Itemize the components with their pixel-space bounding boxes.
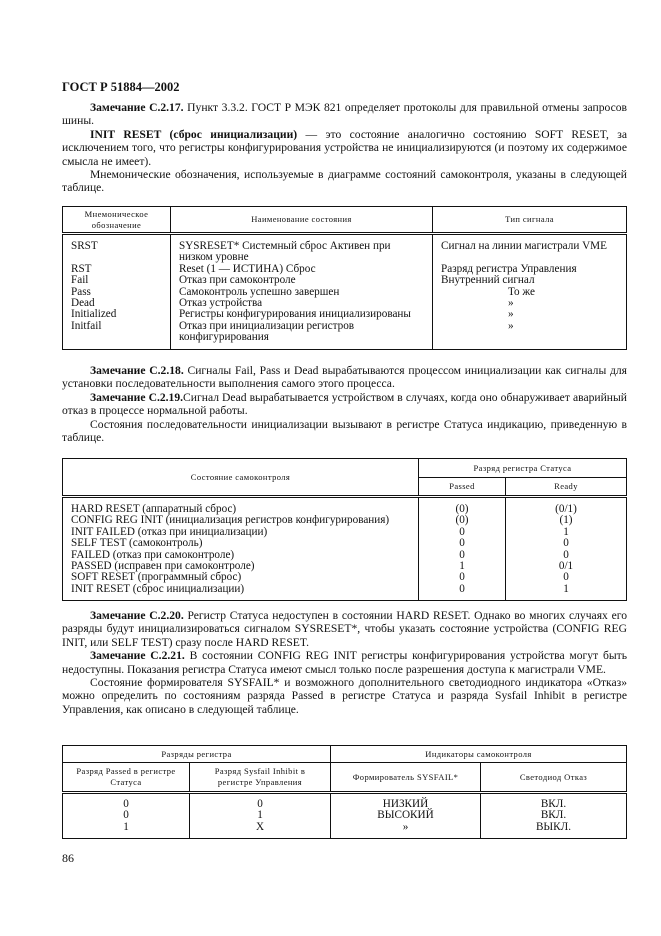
- document-header: ГОСТ Р 51884—2002: [62, 80, 180, 94]
- col-group-header: Разряд регистра Статуса: [419, 459, 627, 478]
- table-cell: (1): [506, 515, 627, 526]
- table-cell: CONFIG REG INIT (инициализация регистров конфигурирования): [63, 515, 419, 526]
- table-cell: 0: [419, 538, 506, 549]
- table-cell: FAILED (отказ при самоконтроле): [63, 550, 419, 561]
- table-cell: SELF TEST (самоконтроль): [63, 538, 419, 549]
- col-header: Разряд Sysfail Inhibit в регистре Управления: [190, 763, 331, 793]
- table-row: [63, 287, 627, 298]
- table-cell: Initialized: [63, 309, 171, 320]
- table-cell: INIT RESET (сброс инициализации): [63, 584, 419, 601]
- table-cell: Отказ при инициализации регистров конфигурирования: [171, 321, 433, 349]
- table-cell: 1: [506, 527, 627, 538]
- notes-text-2: [62, 609, 627, 716]
- table-cell: Самоконтроль успешно завершен: [171, 287, 433, 298]
- table-cell: 1: [190, 810, 331, 821]
- table-cell: 0: [506, 538, 627, 549]
- table-row: [63, 234, 627, 264]
- table-cell: Разряд регистра Управления: [433, 264, 627, 275]
- table-row: [63, 822, 627, 839]
- sysfail-table: [62, 745, 627, 839]
- table-cell: 0: [419, 572, 506, 583]
- table-cell: »: [433, 321, 627, 349]
- table-cell: SRST: [63, 234, 171, 264]
- table-cell: 1: [419, 561, 506, 572]
- col-header: Разряд Passed в регистре Статуса: [63, 763, 190, 793]
- status-intro: Состояния последовательности инициализации вызывают в регистре Статуса индикацию, приведенную в таблице.: [62, 417, 627, 445]
- init-reset-definition: INIT RESET (сброс инициализации) — это состояние аналогично состоянию SOFT RESET, за исключением того, что регистры конфигурирования устройства не инициализируются (и поэтому их содержимое смысла не имеет).: [62, 127, 628, 168]
- table-cell: SYSRESET* Системный сброс Активен при низком уровне: [171, 234, 433, 264]
- table-cell: »: [331, 822, 481, 839]
- table-cell: PASSED (исправен при самоконтроле): [63, 561, 419, 572]
- table-cell: 0: [63, 793, 190, 811]
- table-cell: 1: [506, 584, 627, 601]
- table-cell: То же: [433, 287, 627, 298]
- table-cell: »: [433, 298, 627, 309]
- table-cell: Отказ при самоконтроле: [171, 275, 433, 286]
- table-cell: HARD RESET (аппаратный сброс): [63, 497, 419, 516]
- table-cell: 0: [419, 584, 506, 601]
- table-row: [63, 497, 627, 516]
- notes-text: [62, 364, 627, 444]
- table-cell: Dead: [63, 298, 171, 309]
- table-row: [63, 584, 627, 601]
- table-cell: Отказ устройства: [171, 298, 433, 309]
- col-header: Светодиод Отказ: [481, 763, 627, 793]
- col-header: Наименование состояния: [171, 207, 433, 234]
- table-cell: 0: [190, 793, 331, 811]
- table-cell: INIT FAILED (отказ при инициализации): [63, 527, 419, 538]
- table-cell: (0): [419, 497, 506, 516]
- col-header: Формирователь SYSFAIL*: [331, 763, 481, 793]
- status-register-table: [62, 458, 627, 601]
- table-cell: Сигнал на линии магистрали VME: [433, 234, 627, 264]
- table-row: [63, 275, 627, 286]
- sysfail-intro: Состояние формирователя SYSFAIL* и возможного дополнительного светодиодного индикатора «Отказ» можно определить по состояниям разряда Passed в регистре Статуса и разряда Sysfail Inhibit в регистре Управления, как описано в следующей таблице.: [62, 676, 627, 716]
- table-cell: Внутренний сигнал: [433, 275, 627, 286]
- table-cell: »: [433, 309, 627, 320]
- table-cell: RST: [63, 264, 171, 275]
- note-c220: Замечание С.2.20. Регистр Статуса недоступен в состоянии HARD RESET. Однако во многих случаях его разряды будут инициализироваться сигналом SYSRESET*, чтобы указать состояние устройства (CONFIG REG INIT, или SELF TEST) сразу после HARD RESET.: [62, 609, 627, 649]
- note-c219: Замечание С.2.19.Сигнал Dead вырабатывается устройством в случаях, когда оно обнаруживает аварийный отказ в процессе нормальной работы.: [62, 390, 627, 418]
- table-row: [63, 793, 627, 811]
- intro-text: [62, 101, 627, 195]
- table-cell: SOFT RESET (программный сброс): [63, 572, 419, 583]
- table-cell: (0/1): [506, 497, 627, 516]
- table-cell: Pass: [63, 287, 171, 298]
- table-cell: 0: [419, 550, 506, 561]
- col-header: Ready: [506, 478, 627, 497]
- table-cell: 0: [506, 572, 627, 583]
- col-header: Тип сигнала: [433, 207, 627, 234]
- table-row: [63, 264, 627, 275]
- table-cell: X: [190, 822, 331, 839]
- table-cell: 1: [63, 822, 190, 839]
- note-c217: Замечание С.2.17. Пункт 3.3.2. ГОСТ Р МЭК 821 определяет протоколы для правильной отмены запросов шины.: [62, 101, 627, 128]
- table-cell: 0: [63, 810, 190, 821]
- col-group-header: Индикаторы самоконтроля: [331, 746, 627, 763]
- table-row: [63, 538, 627, 549]
- note-c221: Замечание С.2.21. В состоянии CONFIG REG INIT регистры конфигурирования устройства могут быть недоступны. Показания регистра Статуса имеют смысл только после разрешения доступа к магистрали VME.: [62, 649, 628, 676]
- col-header: Мнемоническое обозначение: [63, 207, 171, 234]
- mnemonics-intro: Мнемонические обозначения, используемые в диаграмме состояний самоконтроля, указаны в следующей таблице.: [62, 168, 627, 195]
- col-header: Состояние самоконтроля: [63, 459, 419, 497]
- col-group-header: Разряды регистра: [63, 746, 331, 763]
- table-cell: Регистры конфигурирования инициализированы: [171, 309, 433, 320]
- table-row: [63, 321, 627, 349]
- page-number: 86: [62, 851, 74, 865]
- table-cell: Initfail: [63, 321, 171, 349]
- table-cell: ВКЛ.: [481, 810, 627, 821]
- table-cell: НИЗКИЙ: [331, 793, 481, 811]
- table-cell: ВКЛ.: [481, 793, 627, 811]
- mnemonics-table: [62, 206, 627, 350]
- col-header: Passed: [419, 478, 506, 497]
- table-cell: ВЫКЛ.: [481, 822, 627, 839]
- table-cell: 0: [419, 527, 506, 538]
- table-cell: 0/1: [506, 561, 627, 572]
- table-cell: Fail: [63, 275, 171, 286]
- table-cell: ВЫСОКИЙ: [331, 810, 481, 821]
- table-cell: Reset (1 — ИСТИНА) Сброс: [171, 264, 433, 275]
- table-cell: 0: [506, 550, 627, 561]
- table-cell: (0): [419, 515, 506, 526]
- note-c218: Замечание С.2.18. Сигналы Fail, Pass и Dead вырабатываются процессом инициализации как сигналы для установки последовательности выполнения самого этого процесса.: [62, 364, 628, 391]
